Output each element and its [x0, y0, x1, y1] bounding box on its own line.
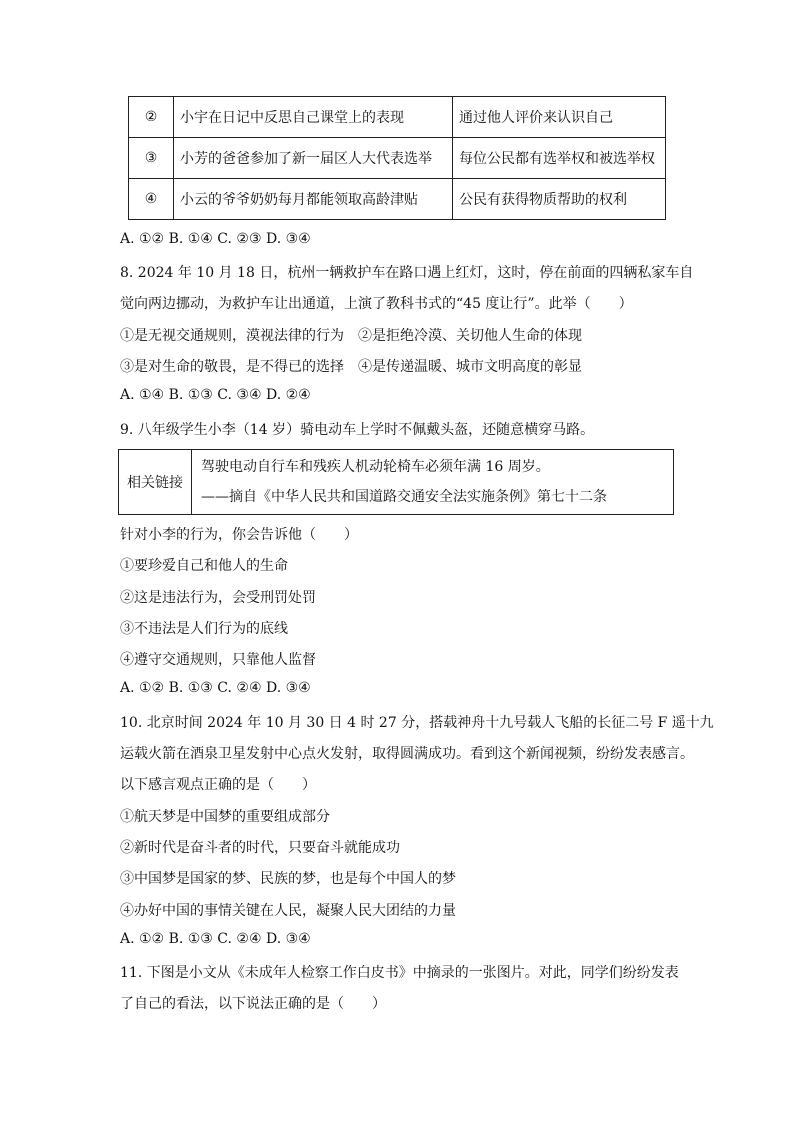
row-conclusion: 每位公民都有选举权和被选举权	[453, 138, 666, 179]
q10-item: ④办好中国的事情关键在人民，凝聚人民大团结的力量	[120, 903, 456, 919]
examples-table	[128, 96, 666, 220]
q11-stem-line1: 11. 下图是小文从《未成年人检察工作白皮书》中摘录的一张图片。对此，同学们纷纷发表	[120, 965, 679, 981]
q10-item: ③中国梦是国家的梦、民族的梦，也是每个中国人的梦	[120, 871, 456, 887]
related-link-header: 相关链接	[119, 450, 192, 514]
table-row	[129, 179, 666, 220]
q9-item: ①要珍爱自己和他人的生命	[120, 558, 288, 574]
q10-stem-line3: 以下感言观点正确的是（ ）	[120, 777, 316, 793]
q9-item: ③不违法是人们行为的底线	[120, 621, 288, 637]
q7-options: A. ①② B. ①④ C. ②③ D. ③④	[120, 231, 311, 247]
q9-item: ④遵守交通规则，只靠他人监督	[120, 652, 316, 668]
q9-stem: 9. 八年级学生小李（14 岁）骑电动车上学时不佩戴头盔，还随意横穿马路。	[120, 422, 595, 438]
q11-stem-line2: 了自己的看法，以下说法正确的是（ ）	[120, 996, 386, 1012]
row-conclusion: 通过他人评价来认识自己	[453, 97, 666, 138]
q10-item: ①航天梦是中国梦的重要组成部分	[120, 809, 330, 825]
q10-stem-line2: 运载火箭在酒泉卫星发射中心点火发射，取得圆满成功。看到这个新闻视频，纷纷发表感言。	[120, 746, 694, 762]
row-example: 小宇在日记中反思自己课堂上的表现	[174, 97, 453, 138]
row-conclusion: 公民有获得物质帮助的权利	[453, 179, 666, 220]
q8-items-line1: ①是无视交通规则，漠视法律的行为 ②是拒绝冷漠、关切他人生命的体现	[120, 328, 582, 344]
row-example: 小芳的爸爸参加了新一届区人大代表选举	[174, 138, 453, 179]
q10-options: A. ①② B. ①③ C. ②④ D. ③④	[120, 931, 311, 947]
table-row	[129, 138, 666, 179]
q8-items-line2: ③是对生命的敬畏，是不得已的选择 ④是传递温暖、城市文明高度的彰显	[120, 359, 582, 375]
q10-stem-line1: 10. 北京时间 2024 年 10 月 30 日 4 时 27 分，搭载神舟十九号载人飞船的长征二号 F 遥十九	[120, 715, 714, 731]
row-number: ③	[129, 138, 174, 179]
row-example: 小云的爷爷奶奶每月都能领取高龄津贴	[174, 179, 453, 220]
row-number: ④	[129, 179, 174, 220]
q8-options: A. ①④ B. ①③ C. ③④ D. ②④	[120, 387, 311, 403]
related-link-line1: 驾驶电动自行车和残疾人机动轮椅车必须年满 16 周岁。	[201, 459, 550, 475]
row-number: ②	[129, 97, 174, 138]
q8-stem-line1: 8. 2024 年 10 月 18 日，杭州一辆救护车在路口遇上红灯，这时，停在前面的四辆私家车自	[120, 265, 694, 281]
related-link-box	[118, 449, 674, 515]
table-row	[129, 97, 666, 138]
q9-item: ②这是违法行为，会受刑罚处罚	[120, 590, 316, 606]
q9-ask: 针对小李的行为，你会告诉他（ ）	[120, 527, 358, 543]
q10-item: ②新时代是奋斗者的时代，只要奋斗就能成功	[120, 840, 400, 856]
q8-stem-line2: 觉向两边挪动，为救护车让出通道，上演了教科书式的“45 度让行”。此举（ ）	[120, 296, 633, 312]
q9-options: A. ①② B. ①③ C. ②④ D. ③④	[120, 680, 311, 696]
related-link-line2: ——摘自《中华人民共和国道路交通安全法实施条例》第七十二条	[201, 489, 607, 505]
